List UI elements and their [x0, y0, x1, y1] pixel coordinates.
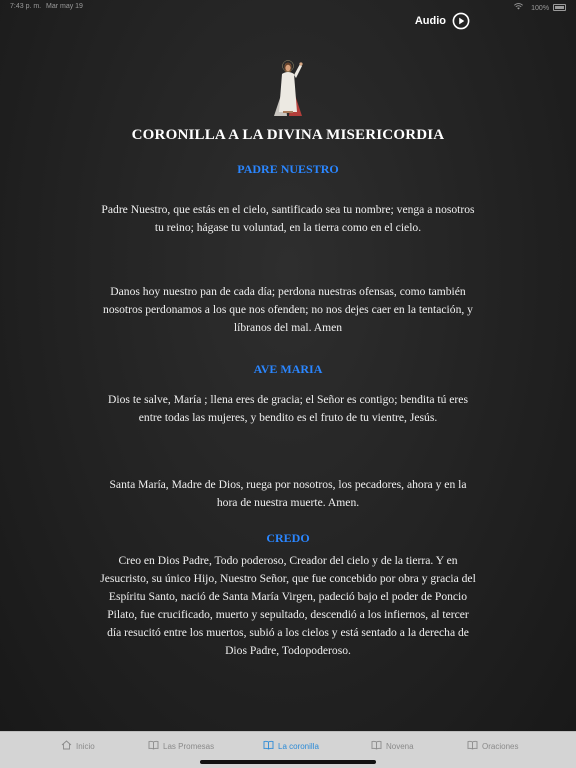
wifi-icon [514, 5, 525, 12]
status-right [514, 3, 566, 12]
book-icon [148, 740, 159, 752]
battery-percent: 100% [531, 5, 550, 12]
play-circle-icon[interactable] [452, 12, 470, 30]
tab-bar [0, 731, 576, 768]
tab-label: Inicio [76, 741, 95, 751]
book-icon [371, 740, 382, 752]
battery-icon [553, 4, 566, 11]
prayer-paragraph: Dios te salve, María ; llena eres de gracia; el Señor es contigo; bendita tú eres entre todas las mujeres, y bendito es el fruto de tu vientre, Jesús. [108, 393, 468, 424]
divine-mercy-image [270, 56, 306, 116]
home-indicator[interactable] [200, 760, 376, 764]
book-icon [467, 740, 478, 752]
prayer-paragraph: Danos hoy nuestro pan de cada día; perdona nuestras ofensas, como también nosotros perdonamos a los que nos ofenden; no nos dejes caer en la tentación, y líbranos del mal. Amen [103, 285, 473, 334]
page-title: CORONILLA A LA DIVINA MISERICORDIA [131, 127, 445, 143]
audio-button[interactable] [415, 12, 470, 30]
tab-label: La coronilla [278, 741, 319, 751]
tab-oraciones[interactable] [467, 740, 518, 752]
section-heading-credo: CREDO [266, 531, 310, 545]
status-time: 7:43 p. m. [10, 3, 42, 10]
tab-label: Las Promesas [163, 741, 215, 751]
tab-inicio[interactable] [61, 740, 95, 752]
status-date: Mar may 19 [46, 3, 83, 10]
audio-label: Audio [414, 15, 446, 27]
tab-las-promesas[interactable] [148, 740, 214, 752]
prayer-paragraph: Padre Nuestro, que estás en el cielo, santificado sea tu nombre; venga a nosotros tu reino; hágase tu voluntad, en la tierra como en el cielo. [101, 203, 475, 234]
house-icon [61, 740, 72, 752]
tab-la-coronilla[interactable] [263, 740, 319, 752]
section-heading-ave-maria: AVE MARIA [253, 362, 323, 376]
prayer-paragraph: Santa María, Madre de Dios, ruega por nosotros, los pecadores, ahora y en la hora de nuestra muerte. Amen. [109, 478, 467, 509]
tab-novena[interactable] [371, 740, 414, 752]
prayer-paragraph: Creo en Dios Padre, Todo poderoso, Creador del cielo y de la tierra. Y en Jesucristo, su único Hijo, Nuestro Señor, que fue concebido por obra y gracia del Espíritu Santo, nació de Santa María Virgen, padeció bajo el poder de Poncio Pilato, fue crucificado, muerto y sepultado, descendió a los infiernos, al tercer día resucitó entre los muertos, subió a los cielos y está sentado a la derecha de Dios Padre, Todopoderoso. [100, 554, 476, 657]
section-heading-padre-nuestro: PADRE NUESTRO [237, 162, 339, 176]
book-icon [263, 740, 274, 752]
status-bar [0, 0, 576, 14]
tab-label: Oraciones [482, 741, 519, 751]
tab-label: Novena [386, 741, 414, 751]
